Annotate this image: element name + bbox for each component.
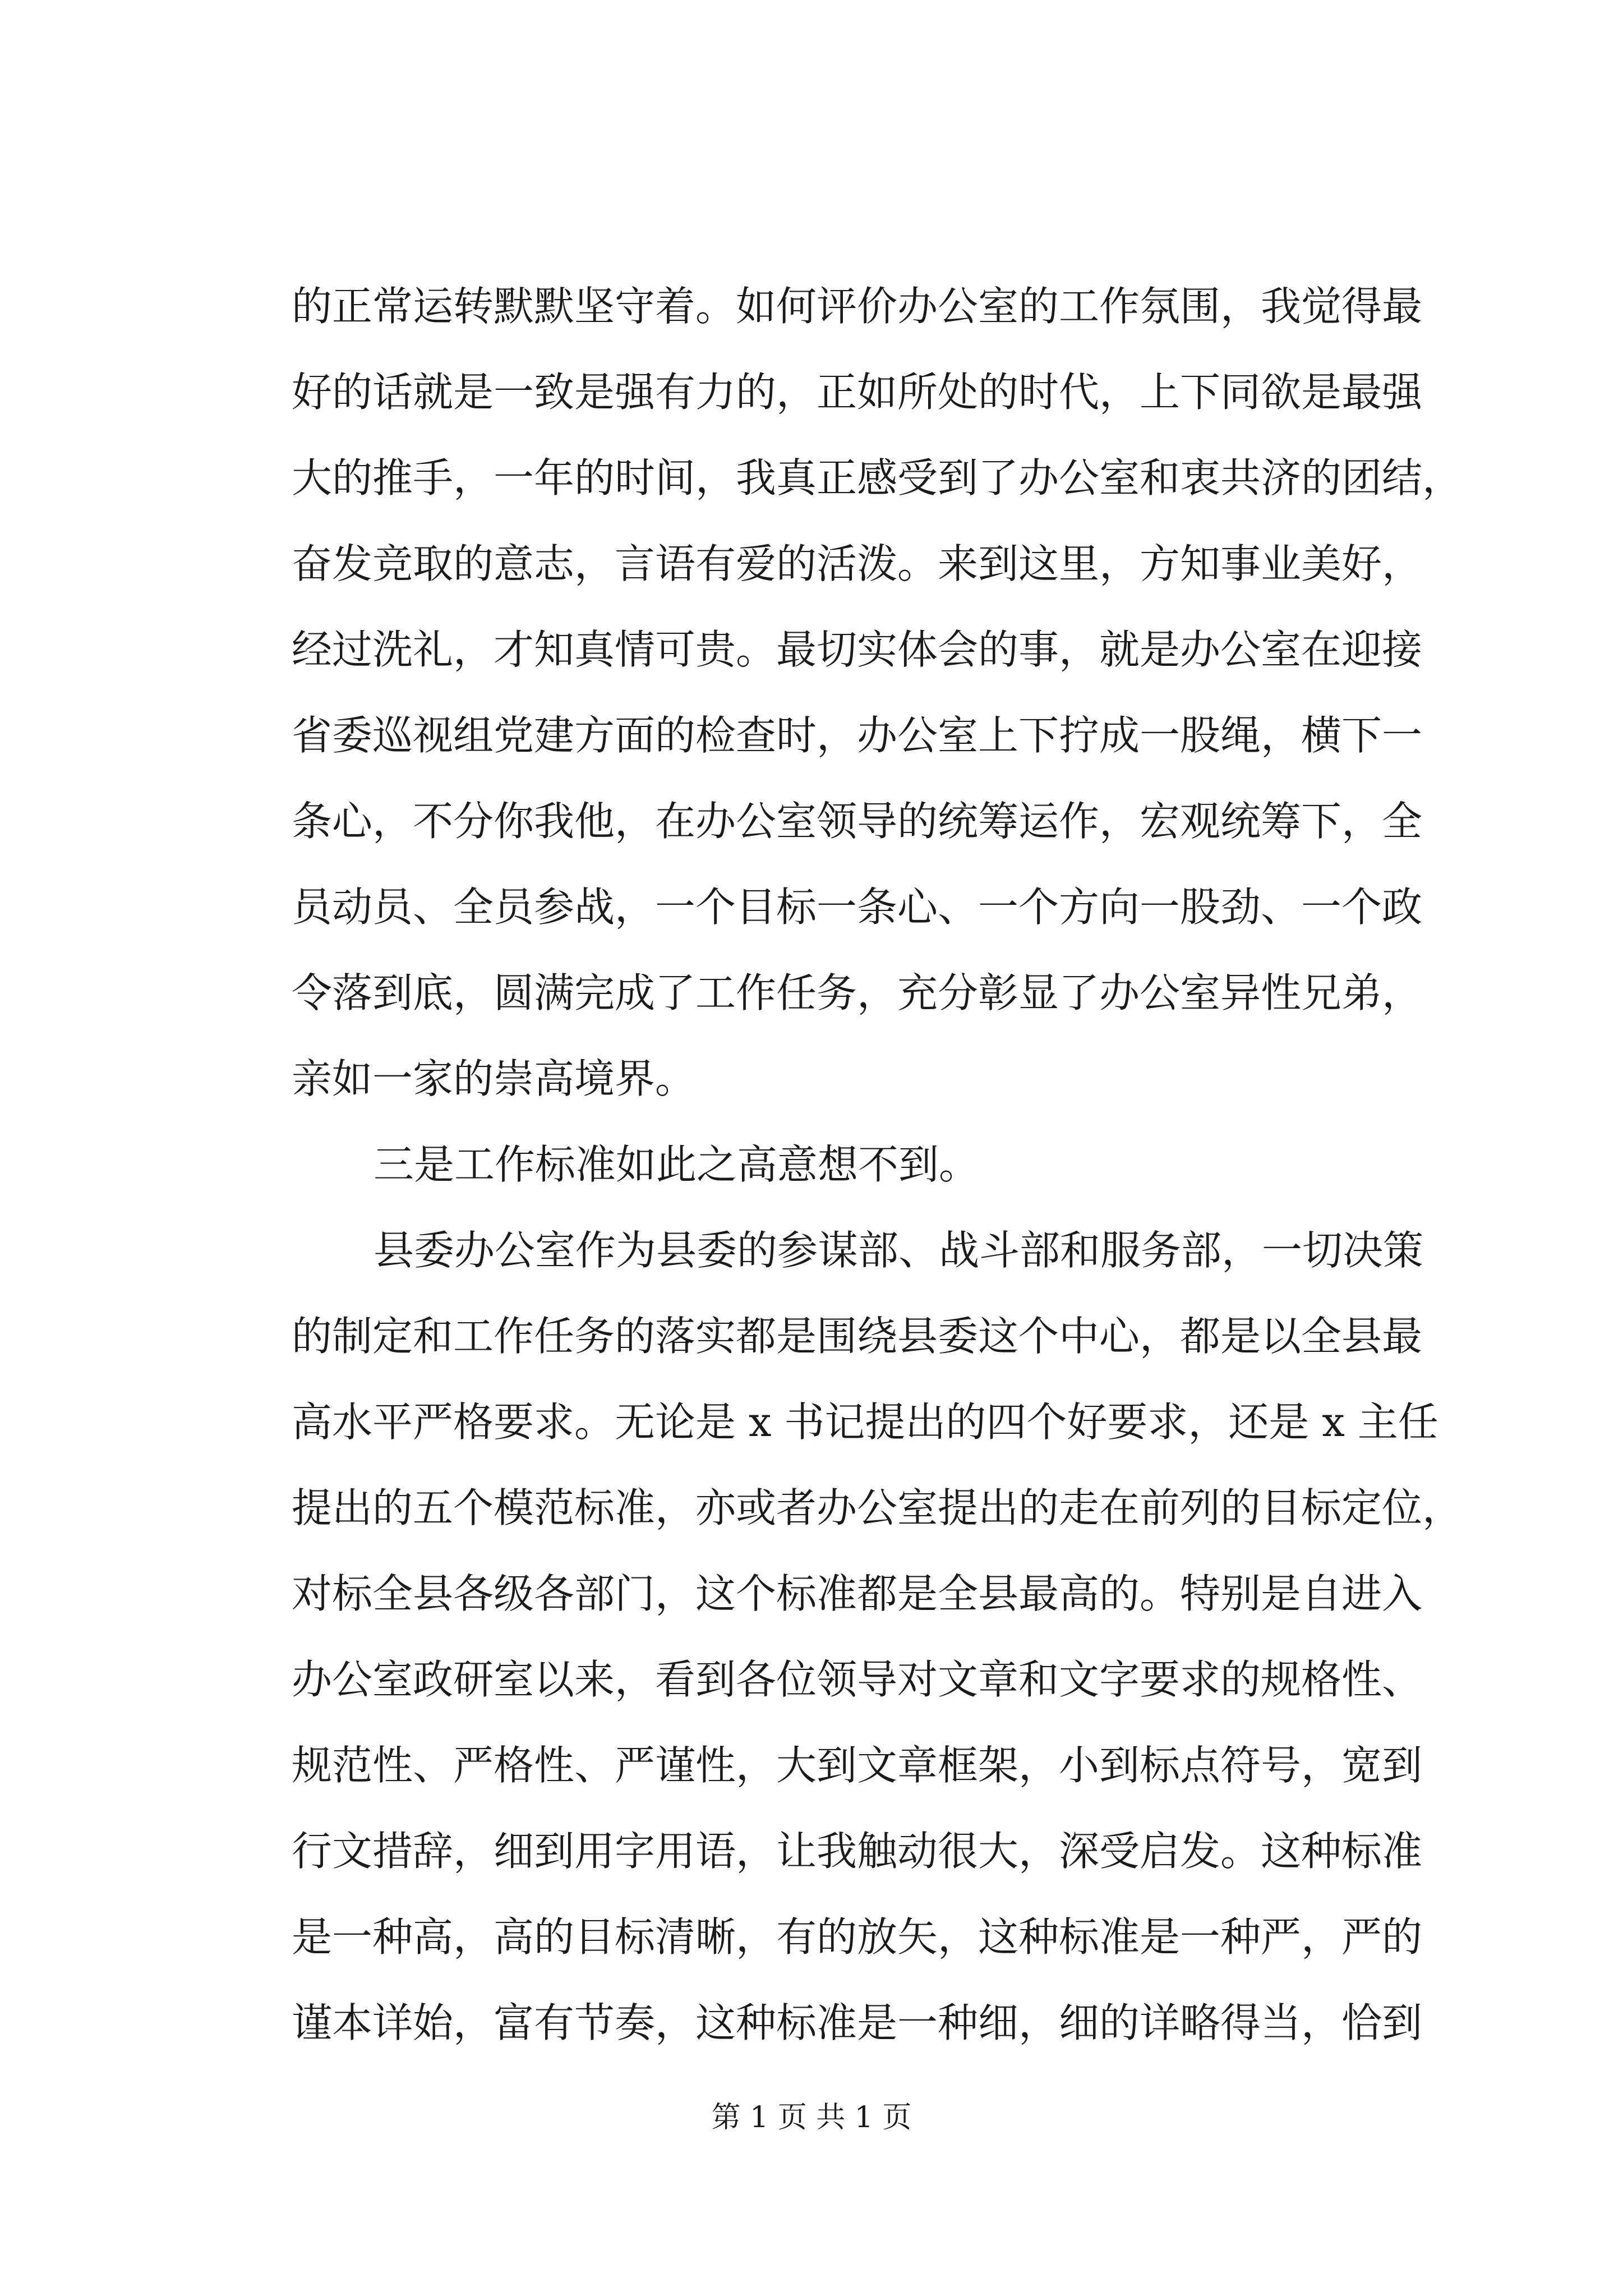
text-line: 大的推手，一年的时间，我真正感受到了办公室和衷共济的团结，: [292, 454, 1463, 501]
text-line: 令落到底，圆满完成了工作任务，充分彰显了办公室异性兄弟，: [292, 969, 1423, 1016]
text-line: 省委巡视组党建方面的检查时，办公室上下拧成一股绳，横下一: [292, 712, 1423, 759]
text-line: 员动员、全员参战，一个目标一条心、一个方向一股劲、一个政: [292, 884, 1423, 931]
text-line: 办公室政研室以来，看到各位领导对文章和文字要求的规格性、: [292, 1656, 1423, 1703]
text-line: 规范性、严格性、严谨性，大到文章框架，小到标点符号，宽到: [292, 1742, 1423, 1789]
text-line: 行文措辞，细到用字用语，让我触动很大，深受启发。这种标准: [292, 1828, 1423, 1875]
text-line: 县委办公室作为县委的参谋部、战斗部和服务部，一切决策: [374, 1227, 1424, 1274]
text-line: 提出的五个模范标准，亦或者办公室提出的走在前列的目标定位，: [292, 1484, 1463, 1531]
text-line: 对标全县各级各部门，这个标准都是全县最高的。特别是自进入: [292, 1570, 1423, 1617]
text-line: 是一种高，高的目标清晰，有的放矢，这种标准是一种严，严的: [292, 1913, 1423, 1961]
text-line: 高水平严格要求。无论是 x 书记提出的四个好要求，还是 x 主任: [292, 1398, 1438, 1446]
text-line: 好的话就是一致是强有力的，正如所处的时代，上下同欲是最强: [292, 369, 1423, 416]
text-line: 奋发竞取的意志，言语有爱的活泼。来到这里，方知事业美好，: [292, 540, 1423, 587]
text-line: 条心，不分你我他，在办公室领导的统筹运作，宏观统筹下，全: [292, 798, 1423, 845]
body-text: [292, 264, 1463, 2066]
page-footer: 第 1 页 共 1 页: [711, 2101, 912, 2134]
text-line: 经过洗礼，才知真情可贵。最切实体会的事，就是办公室在迎接: [292, 626, 1423, 673]
text-line: 的制定和工作任务的落实都是围绕县委这个中心，都是以全县最: [292, 1313, 1423, 1360]
text-line: 三是工作标准如此之高意想不到。: [374, 1141, 980, 1188]
text-line: 谨本详始，富有节奏，这种标准是一种细，细的详略得当，恰到: [292, 1999, 1423, 2046]
text-line: 的正常运转默默坚守着。如何评价办公室的工作氛围，我觉得最: [292, 283, 1423, 330]
text-line: 亲如一家的崇高境界。: [292, 1055, 696, 1102]
